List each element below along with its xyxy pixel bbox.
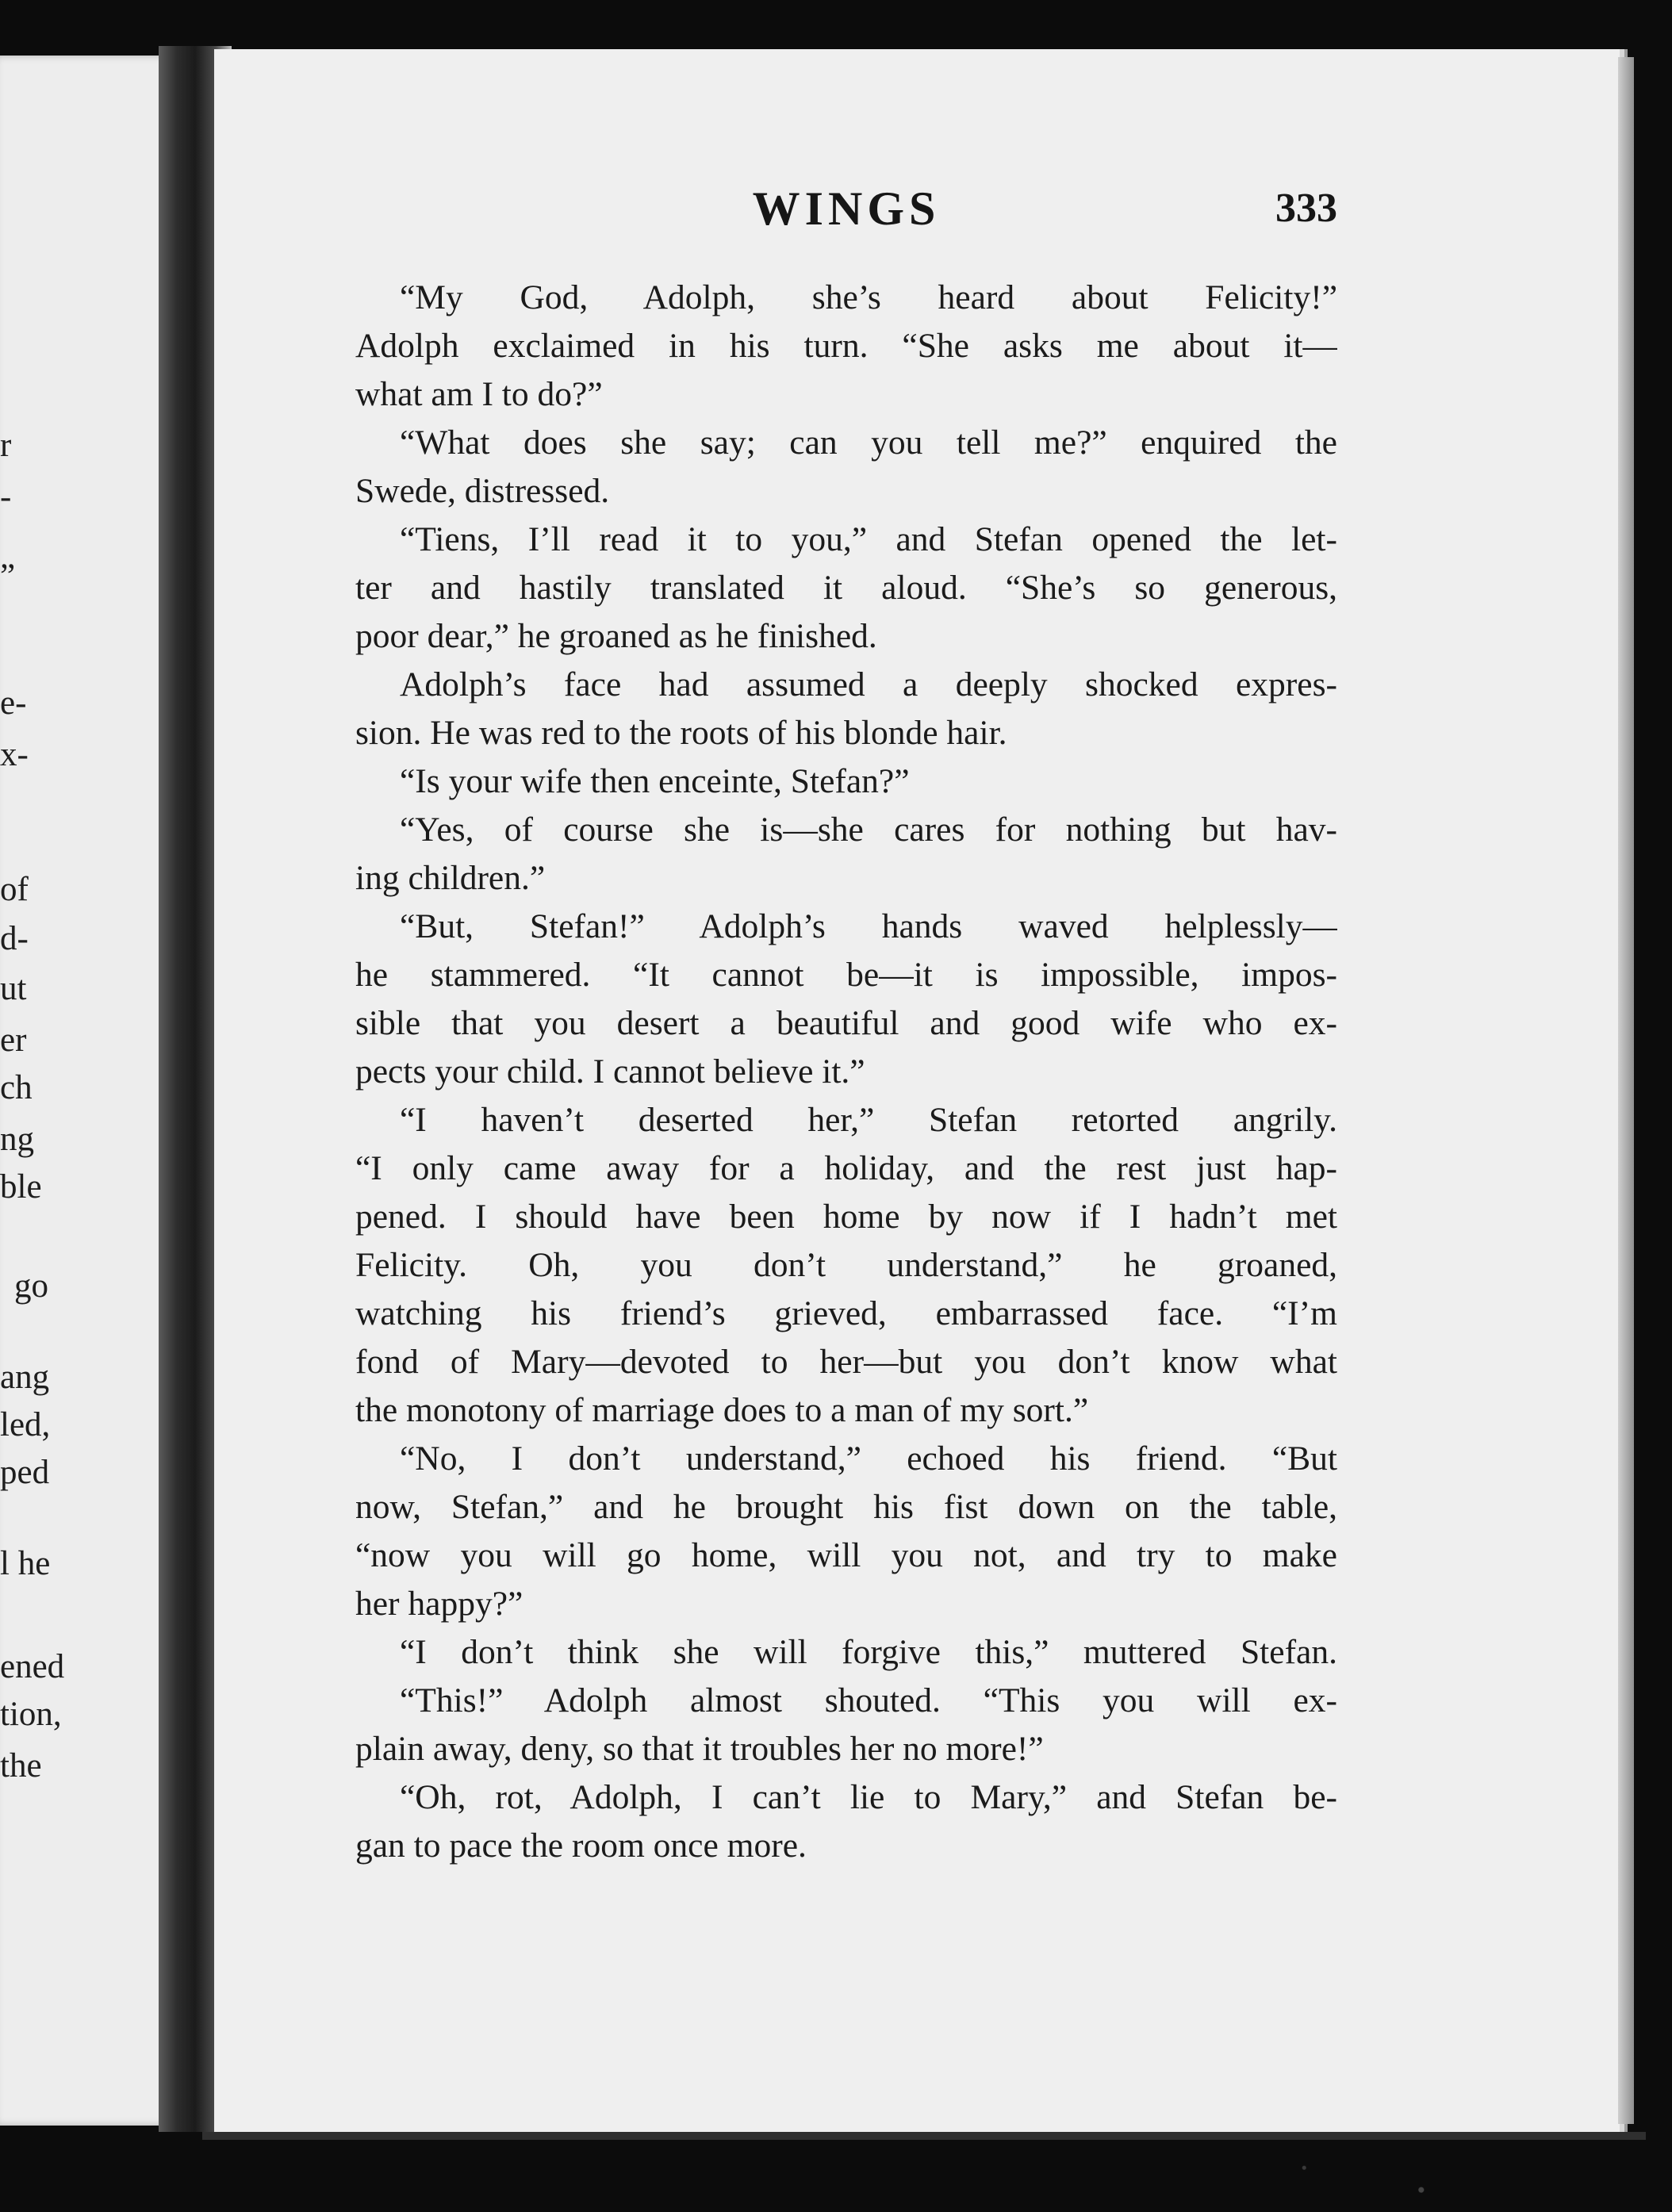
text-line: “Tiens, I’ll read it to you,” and Stefan opened the let- xyxy=(400,520,1337,558)
text-line: Felicity. Oh, you don’t understand,” he groaned, xyxy=(355,1246,1337,1284)
text-line: “But, Stefan!” Adolph’s hands waved helplessly— xyxy=(400,907,1337,945)
text-line: ter and hastily translated it aloud. “She’s so generous, xyxy=(355,569,1337,607)
text-line: he stammered. “It cannot be—it is impossible, impos- xyxy=(355,956,1337,994)
facing-page-fragment: ened xyxy=(0,1648,65,1685)
text-line: Adolph exclaimed in his turn. “She asks me about it— xyxy=(355,327,1337,365)
facing-page-fragment: ng xyxy=(0,1121,34,1158)
text-line: her happy?” xyxy=(355,1585,523,1623)
text-line: “I only came away for a holiday, and the rest just hap- xyxy=(355,1149,1337,1187)
text-line: pened. I should have been home by now if I hadn’t met xyxy=(355,1198,1337,1236)
text-line: the monotony of marriage does to a man of my sort.” xyxy=(355,1391,1089,1429)
text-line: “Oh, rot, Adolph, I can’t lie to Mary,” and Stefan be- xyxy=(400,1778,1337,1816)
text-line: “This!” Adolph almost shouted. “This you will ex- xyxy=(400,1681,1337,1719)
text-line: sion. He was red to the roots of his blonde hair. xyxy=(355,714,1007,752)
text-line: “No, I don’t understand,” echoed his friend. “But xyxy=(400,1440,1337,1478)
facing-page-fragment: tion, xyxy=(0,1696,62,1733)
text-line: poor dear,” he groaned as he finished. xyxy=(355,617,877,655)
facing-page-fragment: l he xyxy=(0,1545,51,1582)
text-line: “My God, Adolph, she’s heard about Felicity!” xyxy=(400,278,1337,316)
facing-page-fragment: x- xyxy=(0,736,29,773)
text-line: “now you will go home, will you not, and try to make xyxy=(355,1536,1337,1574)
facing-page-fragment: the xyxy=(0,1747,42,1785)
text-line: “I haven’t deserted her,” Stefan retorted angrily. xyxy=(400,1101,1337,1139)
text-line: “I don’t think she will forgive this,” muttered Stefan. xyxy=(400,1633,1337,1671)
text-line: “What does she say; can you tell me?” enquired the xyxy=(400,424,1337,462)
text-line: now, Stefan,” and he brought his fist down on the table, xyxy=(355,1488,1337,1526)
text-line: plain away, deny, so that it troubles her no more!” xyxy=(355,1730,1044,1768)
facing-page xyxy=(0,56,181,2126)
facing-page-fragment: go xyxy=(14,1267,48,1305)
text-line: Adolph’s face had assumed a deeply shocked expres- xyxy=(400,665,1337,703)
facing-page-fragment: r xyxy=(0,427,12,464)
facing-page-fragment: ble xyxy=(0,1168,42,1206)
text-line: fond of Mary—devoted to her—but you don’t know what xyxy=(355,1343,1337,1381)
text-line: pects your child. I cannot believe it.” xyxy=(355,1052,865,1091)
facing-page-fragment: - xyxy=(0,478,12,516)
facing-page-fragment: ang xyxy=(0,1359,50,1396)
facing-page-fragment: ped xyxy=(0,1454,50,1491)
facing-page-fragment: led, xyxy=(0,1406,51,1443)
page-edge xyxy=(1618,57,1634,2124)
text-line: “Yes, of course she is—she cares for nothing but hav- xyxy=(400,811,1337,849)
body-text xyxy=(355,274,1337,1870)
text-line: watching his friend’s grieved, embarrassed face. “I’m xyxy=(355,1294,1337,1332)
text-line: Swede, distressed. xyxy=(355,472,610,510)
text-line: “Is your wife then enceinte, Stefan?” xyxy=(400,762,910,800)
facing-page-fragment: ut xyxy=(0,970,27,1007)
facing-page-fragment: ch xyxy=(0,1069,33,1106)
text-line: what am I to do?” xyxy=(355,375,603,413)
page-number: 333 xyxy=(1275,186,1337,231)
facing-page-fragment: of xyxy=(0,871,29,908)
facing-page-fragment: ” xyxy=(0,558,16,595)
facing-page-fragment: d- xyxy=(0,920,29,957)
text-line: sible that you desert a beautiful and good wife who ex- xyxy=(355,1004,1337,1042)
text-line: ing children.” xyxy=(355,859,546,897)
running-title: WINGS xyxy=(752,182,941,235)
facing-page-fragment: er xyxy=(0,1022,27,1059)
facing-page-fragment: e- xyxy=(0,684,27,722)
facing-page-text-fragments xyxy=(0,56,95,2126)
page-bottom-edge xyxy=(202,2132,1646,2140)
running-head xyxy=(355,181,1337,236)
text-line: gan to pace the room once more. xyxy=(355,1827,807,1865)
